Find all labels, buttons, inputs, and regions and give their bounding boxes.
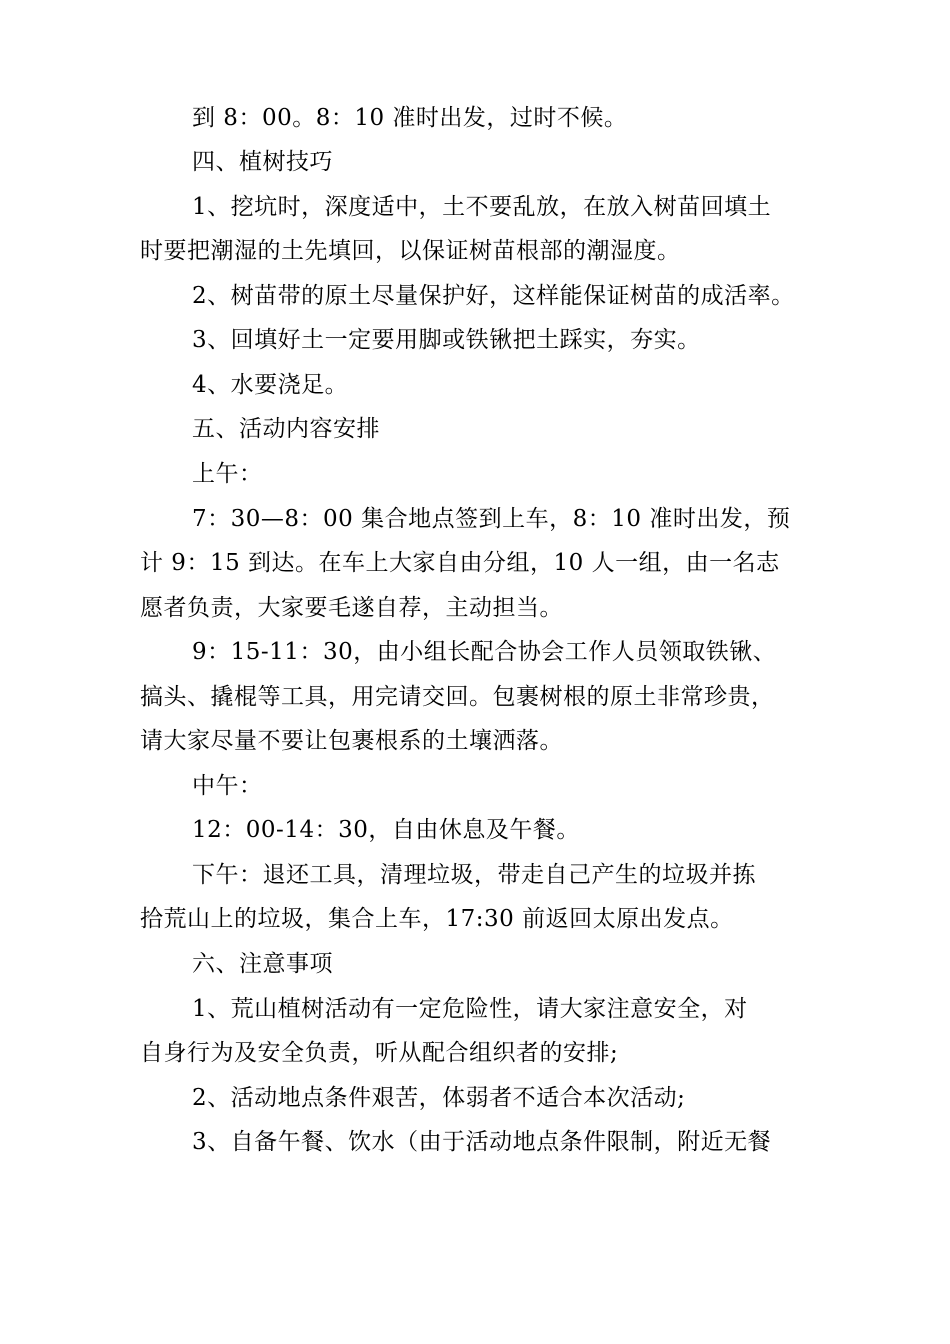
subheading-noon: 中午： (192, 773, 263, 799)
section-heading-schedule: 五、活动内容安排 (192, 416, 380, 442)
text-line: 3、回填好土一定要用脚或铁锹把土踩实，夯实。 (192, 327, 701, 353)
text-line: 12：00-14：30，自由休息及午餐。 (192, 817, 580, 843)
text-line: 1、挖坑时，深度适中，土不要乱放，在放入树苗回填土 (192, 194, 772, 220)
text-line: 1、荒山植树活动有一定危险性，请大家注意安全，对 (192, 996, 748, 1022)
text-line: 下午：退还工具，清理垃圾，带走自己产生的垃圾并拣 (192, 862, 756, 888)
text-line: 3、自备午餐、饮水（由于活动地点条件限制，附近无餐 (192, 1129, 772, 1155)
section-heading-notes: 六、注意事项 (192, 951, 333, 977)
text-line: 请大家尽量不要让包裹根系的土壤洒落。 (140, 728, 563, 754)
text-line: 自身行为及安全负责，听从配合组织者的安排; (140, 1040, 619, 1066)
text-line: 愿者负责，大家要毛遂自荐，主动担当。 (140, 595, 563, 621)
text-line: 拾荒山上的垃圾，集合上车，17:30 前返回太原出发点。 (140, 906, 734, 932)
subheading-morning: 上午： (192, 461, 263, 487)
section-heading-planting-tips: 四、植树技巧 (192, 149, 333, 175)
text-line: 2、树苗带的原土尽量保护好，这样能保证树苗的成活率。 (192, 283, 795, 309)
text-line: 9：15-11：30，由小组长配合协会工作人员领取铁锹、 (192, 639, 777, 665)
text-line: 4、水要浇足。 (192, 372, 349, 398)
text-line: 7：30—8：00 集合地点签到上车，8：10 准时出发，预 (192, 506, 791, 532)
text-line: 搞头、撬棍等工具，用完请交回。包裹树根的原土非常珍贵， (140, 684, 775, 710)
text-line: 到 8：00。8：10 准时出发，过时不候。 (192, 105, 628, 131)
text-line: 2、活动地点条件艰苦，体弱者不适合本次活动; (192, 1085, 686, 1111)
text-line: 计 9：15 到达。在车上大家自由分组，10 人一组，由一名志 (140, 550, 780, 576)
text-line: 时要把潮湿的土先填回，以保证树苗根部的潮湿度。 (140, 238, 681, 264)
